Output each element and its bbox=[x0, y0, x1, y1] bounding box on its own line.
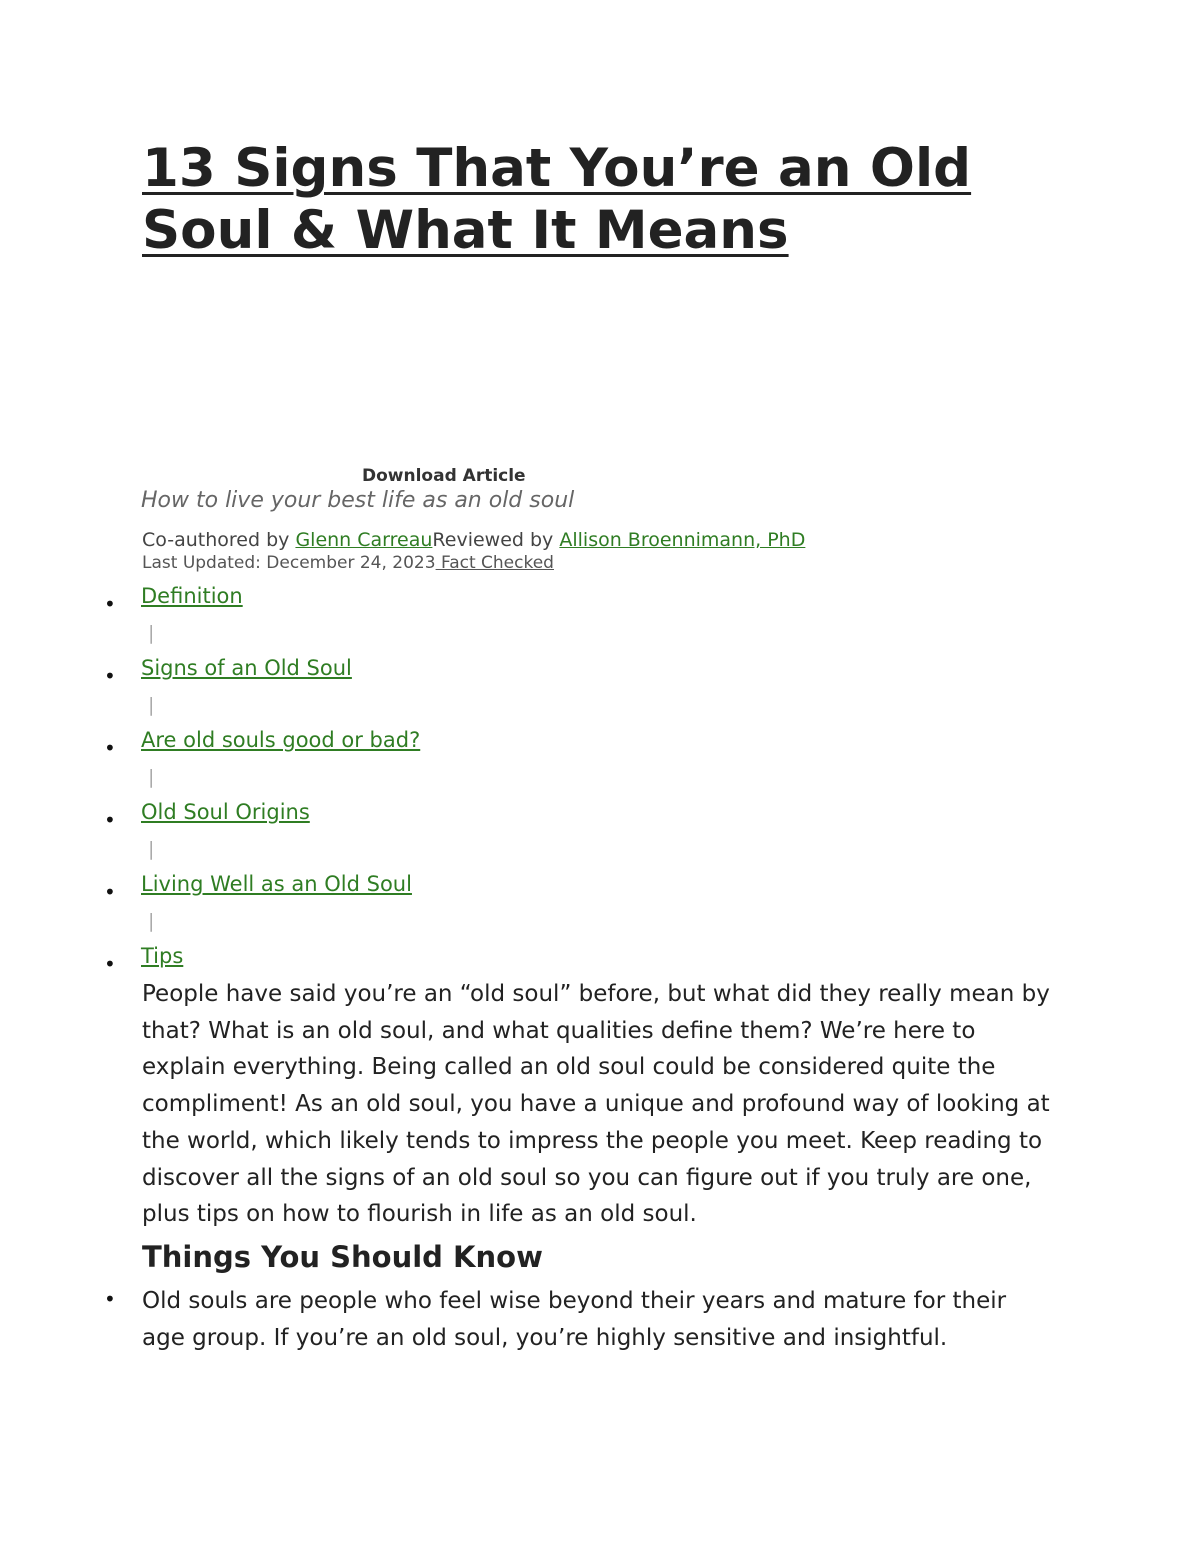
reviewed-prefix: Reviewed by bbox=[432, 529, 560, 551]
toc-link-tips[interactable]: Tips bbox=[141, 944, 184, 968]
article-subtitle: How to live your best life as an old soul bbox=[141, 488, 575, 513]
reviewer-link[interactable]: Allison Broennimann, PhD bbox=[559, 529, 806, 551]
intro-paragraph: People have said you’re an “old soul” before, but what did they really mean by that? What is an old soul, and what qualities define them? We’re here to explain everything. Being called an old soul could be considered quite the compliment! As an old soul, you have a unique and profound way of looking at the world, which likely tends to impress the people you meet. Keep reading to discover all the signs of an old soul so you can figure out if you truly are one, plus tips on how to flourish in life as an old soul. bbox=[142, 981, 1050, 1228]
toc-link-signs[interactable]: Signs of an Old Soul bbox=[141, 656, 352, 680]
bullet-icon: • bbox=[104, 952, 116, 976]
toc-separator: | bbox=[148, 910, 155, 932]
last-updated: Last Updated: December 24, 2023 bbox=[142, 553, 436, 573]
last-updated-line bbox=[142, 553, 554, 573]
bullet-icon: • bbox=[104, 736, 116, 760]
things-to-know-heading: Things You Should Know bbox=[142, 1240, 543, 1274]
bullet-icon: • bbox=[104, 592, 116, 616]
bullet-icon: • bbox=[104, 808, 116, 832]
article-title: 13 Signs That You’re an Old Soul & What It Means bbox=[142, 138, 972, 261]
toc-separator: | bbox=[148, 766, 155, 788]
byline bbox=[142, 529, 805, 551]
coauthored-prefix: Co-authored by bbox=[142, 529, 296, 551]
toc-link-living-well[interactable]: Living Well as an Old Soul bbox=[141, 872, 412, 896]
toc-separator: | bbox=[148, 694, 155, 716]
toc-separator: | bbox=[148, 838, 155, 860]
toc-separator: | bbox=[148, 622, 155, 644]
bullet-icon: • bbox=[104, 664, 116, 688]
fact-checked-link[interactable]: Fact Checked bbox=[435, 553, 554, 573]
toc-link-origins[interactable]: Old Soul Origins bbox=[141, 800, 310, 824]
bullet-icon: • bbox=[104, 880, 116, 904]
download-article-button[interactable]: Download Article bbox=[362, 466, 526, 486]
bullet-icon: • bbox=[104, 1287, 116, 1311]
coauthor-link[interactable]: Glenn Carreau bbox=[295, 529, 433, 551]
toc-link-definition[interactable]: Definition bbox=[141, 584, 243, 608]
toc-link-good-or-bad[interactable]: Are old souls good or bad? bbox=[141, 728, 421, 752]
list-item-text: Old souls are people who feel wise beyond their years and mature for their age group. If you’re an old soul, you’re highly sensitive and insightful. bbox=[142, 1288, 1007, 1351]
